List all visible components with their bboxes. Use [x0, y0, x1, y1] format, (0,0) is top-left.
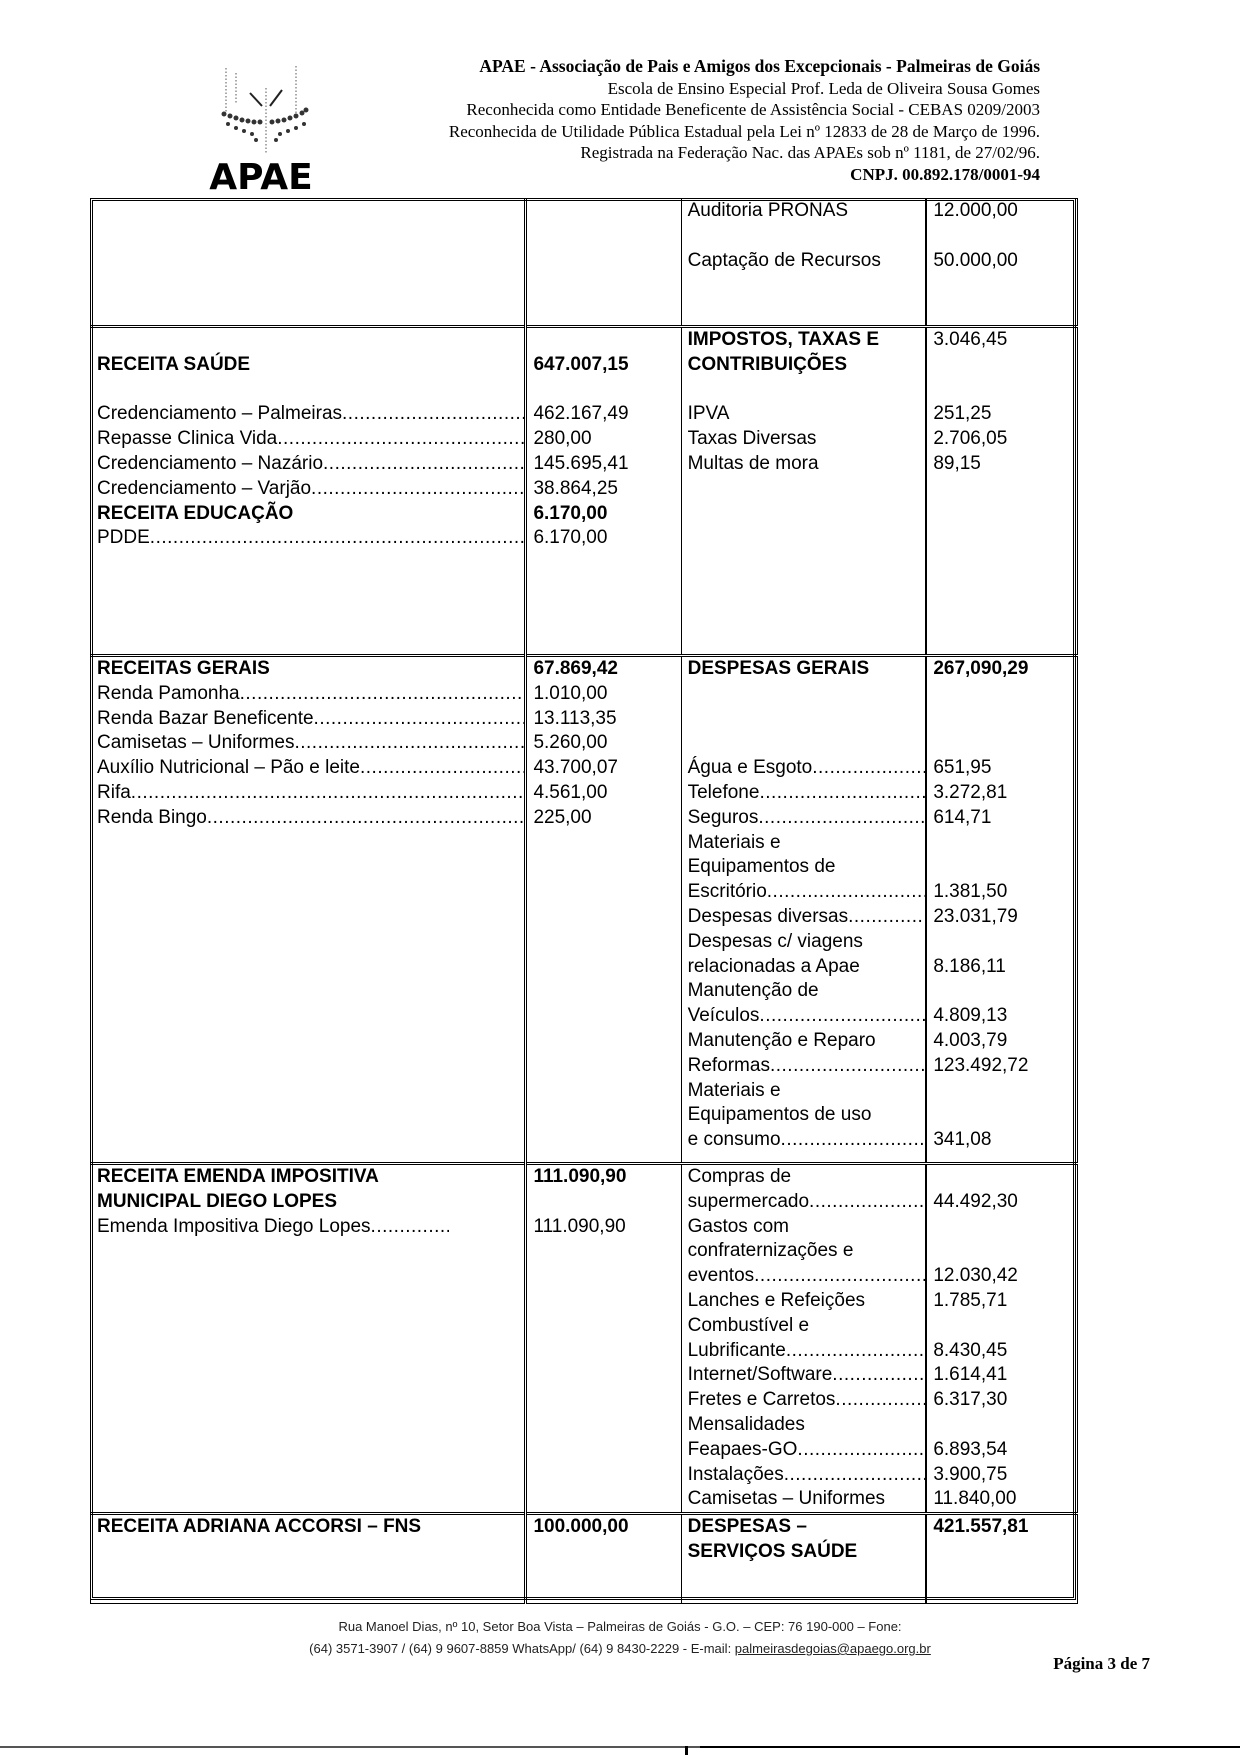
section-total: 647.007,15	[533, 353, 629, 375]
despesas-value-cell	[926, 199, 1077, 327]
receitas-value-cell	[526, 656, 681, 1164]
list-item: Gastos com	[687, 1215, 789, 1237]
item-value: 145.695,41	[533, 452, 629, 474]
list-item: Multas de mora	[687, 452, 819, 474]
spacer	[933, 1079, 1077, 1104]
section-title: RECEITAS GERAIS	[97, 658, 270, 679]
list-item: eventos .....	[688, 1264, 926, 1289]
item-value: 1.785,71	[933, 1289, 1008, 1311]
list-item: Camisetas – Uniformes	[687, 1488, 886, 1510]
receitas-cell	[91, 1164, 526, 1514]
item-value: 4.003,79	[933, 1029, 1008, 1051]
item-value: 23.031,79	[933, 905, 1018, 927]
item-value: 462.167,49	[533, 403, 629, 425]
item-value: 2.706,05	[933, 428, 1008, 450]
list-item: Escritório .....	[688, 880, 926, 905]
section-total: 421.557,81	[933, 1516, 1029, 1538]
item-value: 8.186,11	[933, 955, 1006, 977]
list-item: Rifa .....	[97, 781, 524, 806]
table-row	[91, 199, 1078, 327]
item-value: 251,25	[933, 403, 992, 425]
list-item: Fretes e Carretos .....	[688, 1388, 926, 1413]
list-item: Renda Pamonha .....	[97, 682, 524, 707]
item-value: 8.430,45	[933, 1339, 1008, 1361]
list-item: Compras de	[687, 1166, 792, 1187]
list-item: Telefone .....	[688, 781, 926, 806]
utilidade-publica-line: Reconhecida de Utilidade Pública Estadual pela Lei nº 12833 de 28 de Março de 1996.	[448, 121, 1040, 141]
list-item: Veículos .....	[688, 1004, 926, 1029]
section-title: MUNICIPAL DIEGO LOPES	[97, 1190, 337, 1212]
spacer	[933, 1165, 1077, 1190]
spacer	[933, 1239, 1077, 1264]
despesas-cell	[681, 656, 926, 1164]
spacer	[933, 979, 1077, 1004]
item-value: 4.809,13	[933, 1005, 1008, 1027]
list-item: Água e Esgoto .....	[688, 756, 926, 781]
section-total: 67.869,42	[533, 658, 618, 679]
table-row	[91, 1164, 1078, 1514]
item-value: 44.492,30	[933, 1190, 1018, 1212]
item-value: 6.893,54	[933, 1438, 1008, 1460]
section-total: 267,090,29	[933, 658, 1029, 679]
list-item: Lubrificante .....	[688, 1339, 926, 1364]
spacer	[933, 1103, 1077, 1128]
list-item: confraternizações e	[687, 1240, 854, 1262]
section-total: 6.170,00	[533, 502, 608, 524]
organization-name: APAE - Associação de Pais e Amigos dos Excepcionais - Palmeiras de Goiás	[479, 56, 1040, 76]
spacer	[933, 930, 1077, 955]
despesa-value: 50.000,00	[933, 249, 1018, 271]
item-value: 123.492,72	[933, 1054, 1029, 1076]
list-item: Feapaes-GO .....	[688, 1438, 926, 1463]
item-value: 225,00	[533, 806, 592, 828]
despesa-label: Captação de Recursos	[687, 249, 881, 271]
list-item: Despesas diversas .....	[688, 905, 926, 930]
section-title: DESPESAS GERAIS	[687, 658, 870, 679]
despesas-value-cell	[926, 656, 1077, 1164]
item-value: 1.010,00	[533, 682, 608, 704]
list-item: supermercado .....	[688, 1190, 926, 1215]
list-item: e consumo .....	[688, 1128, 926, 1153]
receitas-cell	[91, 1514, 526, 1604]
section-total: 111.090,90	[533, 1166, 627, 1187]
despesas-value-cell	[926, 1514, 1077, 1604]
section-title: SERVIÇOS SAÚDE	[687, 1540, 858, 1562]
despesas-cell	[681, 199, 926, 327]
item-value: 5.260,00	[533, 732, 608, 754]
list-item: Credenciamento – Palmeiras .....	[97, 402, 524, 427]
despesas-value-cell	[926, 1164, 1077, 1514]
spacer	[933, 855, 1077, 880]
letterhead	[280, 56, 1040, 185]
table-row	[91, 656, 1078, 1164]
list-item: Camisetas – Uniformes .....	[97, 731, 524, 756]
list-item: Mensalidades	[687, 1413, 805, 1435]
page-number: Página 3 de 7	[1053, 1654, 1150, 1673]
footer-address: Rua Manoel Dias, nº 10, Setor Boa Vista – Palmeiras de Goiás - G.O. – CEP: 76 190-000 – Fone:	[338, 1619, 902, 1634]
table-row	[91, 1514, 1078, 1604]
list-item: Internet/Software .....	[688, 1363, 926, 1388]
logo-text: APAE	[209, 157, 313, 198]
financial-table	[90, 198, 1078, 1604]
item-value: 1.614,41	[933, 1364, 1008, 1386]
despesas-cell	[681, 327, 926, 656]
despesas-cell	[681, 1164, 926, 1514]
item-value: 111.090,90	[533, 1215, 626, 1237]
spacer	[933, 1314, 1077, 1339]
list-item: Auxílio Nutricional – Pão e leite .....	[97, 756, 524, 781]
list-item: Equipamentos de	[687, 856, 836, 878]
list-item: Reformas .....	[688, 1054, 926, 1079]
despesas-value-cell	[926, 327, 1077, 656]
divider	[700, 1746, 1240, 1748]
list-item: PDDE .....	[97, 526, 524, 551]
list-item: Materiais e	[687, 831, 781, 853]
email-link[interactable]: palmeirasdegoias@apaego.org.br	[734, 1641, 931, 1656]
receitas-value-cell	[526, 327, 681, 656]
section-total: 3.046,45	[933, 329, 1008, 350]
receitas-cell	[91, 656, 526, 1164]
section-title: RECEITA ADRIANA ACCORSI – FNS	[97, 1516, 422, 1538]
list-item: Renda Bazar Beneficente .....	[97, 707, 524, 732]
item-value: 12.030,42	[933, 1265, 1018, 1287]
spacer	[933, 1215, 1077, 1240]
table-row	[91, 327, 1078, 656]
item-value: 6.170,00	[533, 527, 608, 549]
list-item: Credenciamento – Nazário .....	[97, 452, 524, 477]
list-item: IPVA	[687, 403, 730, 425]
footer-phones: (64) 3571-3907 / (64) 9 9607-8859 WhatsApp/ (64) 9 8430-2229 - E-mail:	[309, 1641, 735, 1656]
spacer	[933, 1413, 1077, 1438]
section-title: RECEITA EDUCAÇÃO	[97, 502, 294, 524]
section-total: 100.000,00	[533, 1516, 629, 1538]
school-name: Escola de Ensino Especial Prof. Leda de Oliveira Sousa Gomes	[607, 78, 1040, 98]
cnpj: CNPJ. 00.892.178/0001-94	[850, 164, 1040, 184]
section-title: DESPESAS –	[687, 1516, 807, 1538]
federacao-line: Registrada na Federação Nac. das APAEs sob nº 1181, de 27/02/96.	[580, 143, 1040, 162]
list-item: Instalações .....	[688, 1463, 926, 1488]
list-item: Equipamentos de uso	[687, 1104, 872, 1126]
list-item: Manutenção de	[687, 980, 819, 1002]
item-value: 89,15	[933, 452, 981, 474]
item-value: 3.272,81	[933, 781, 1008, 803]
list-item: Despesas c/ viagens	[687, 930, 863, 952]
section-title: CONTRIBUIÇÕES	[687, 353, 847, 375]
list-item: Lanches e Refeições	[687, 1289, 866, 1311]
divider	[685, 1746, 688, 1755]
list-item: Seguros .....	[688, 806, 926, 831]
item-value: 651,95	[933, 757, 992, 779]
receitas-value-cell	[526, 1514, 681, 1604]
item-value: 280,00	[533, 428, 592, 450]
receitas-cell	[91, 327, 526, 656]
list-item: Repasse Clinica Vida .....	[97, 427, 524, 452]
item-value: 341,08	[933, 1129, 992, 1151]
receitas-cell	[91, 199, 526, 327]
list-item: Renda Bingo .....	[97, 806, 524, 831]
section-title: RECEITA SAÚDE	[97, 353, 251, 375]
receitas-value-cell	[526, 199, 681, 327]
list-item: relacionadas a Apae	[687, 955, 860, 977]
item-value: 11.840,00	[933, 1488, 1017, 1510]
item-value: 1.381,50	[933, 881, 1008, 903]
despesa-value: 12.000,00	[933, 200, 1018, 221]
cebas-line: Reconhecida como Entidade Beneficente de Assistência Social - CEBAS 0209/2003	[466, 100, 1040, 119]
item-value: 4.561,00	[533, 781, 608, 803]
section-title: IMPOSTOS, TAXAS E	[687, 329, 880, 350]
list-item: Combustível e	[687, 1314, 810, 1336]
item-value: 43.700,07	[533, 757, 618, 779]
receitas-value-cell	[526, 1164, 681, 1514]
spacer	[933, 831, 1077, 856]
despesas-cell	[681, 1514, 926, 1604]
item-value: 6.317,30	[933, 1389, 1008, 1411]
list-item: Credenciamento – Varjão .....	[97, 477, 524, 502]
list-item: Emenda Impositiva Diego Lopes .....	[97, 1215, 524, 1240]
list-item: Taxas Diversas	[687, 428, 817, 450]
section-title: RECEITA EMENDA IMPOSITIVA	[97, 1166, 379, 1187]
list-item: Materiais e	[687, 1079, 781, 1101]
list-item: Manutenção e Reparo	[687, 1029, 876, 1051]
item-value: 3.900,75	[933, 1463, 1008, 1485]
item-value: 614,71	[933, 806, 992, 828]
item-value: 38.864,25	[533, 477, 618, 499]
despesa-label: Auditoria PRONAS	[687, 200, 849, 221]
item-value: 13.113,35	[533, 707, 617, 729]
